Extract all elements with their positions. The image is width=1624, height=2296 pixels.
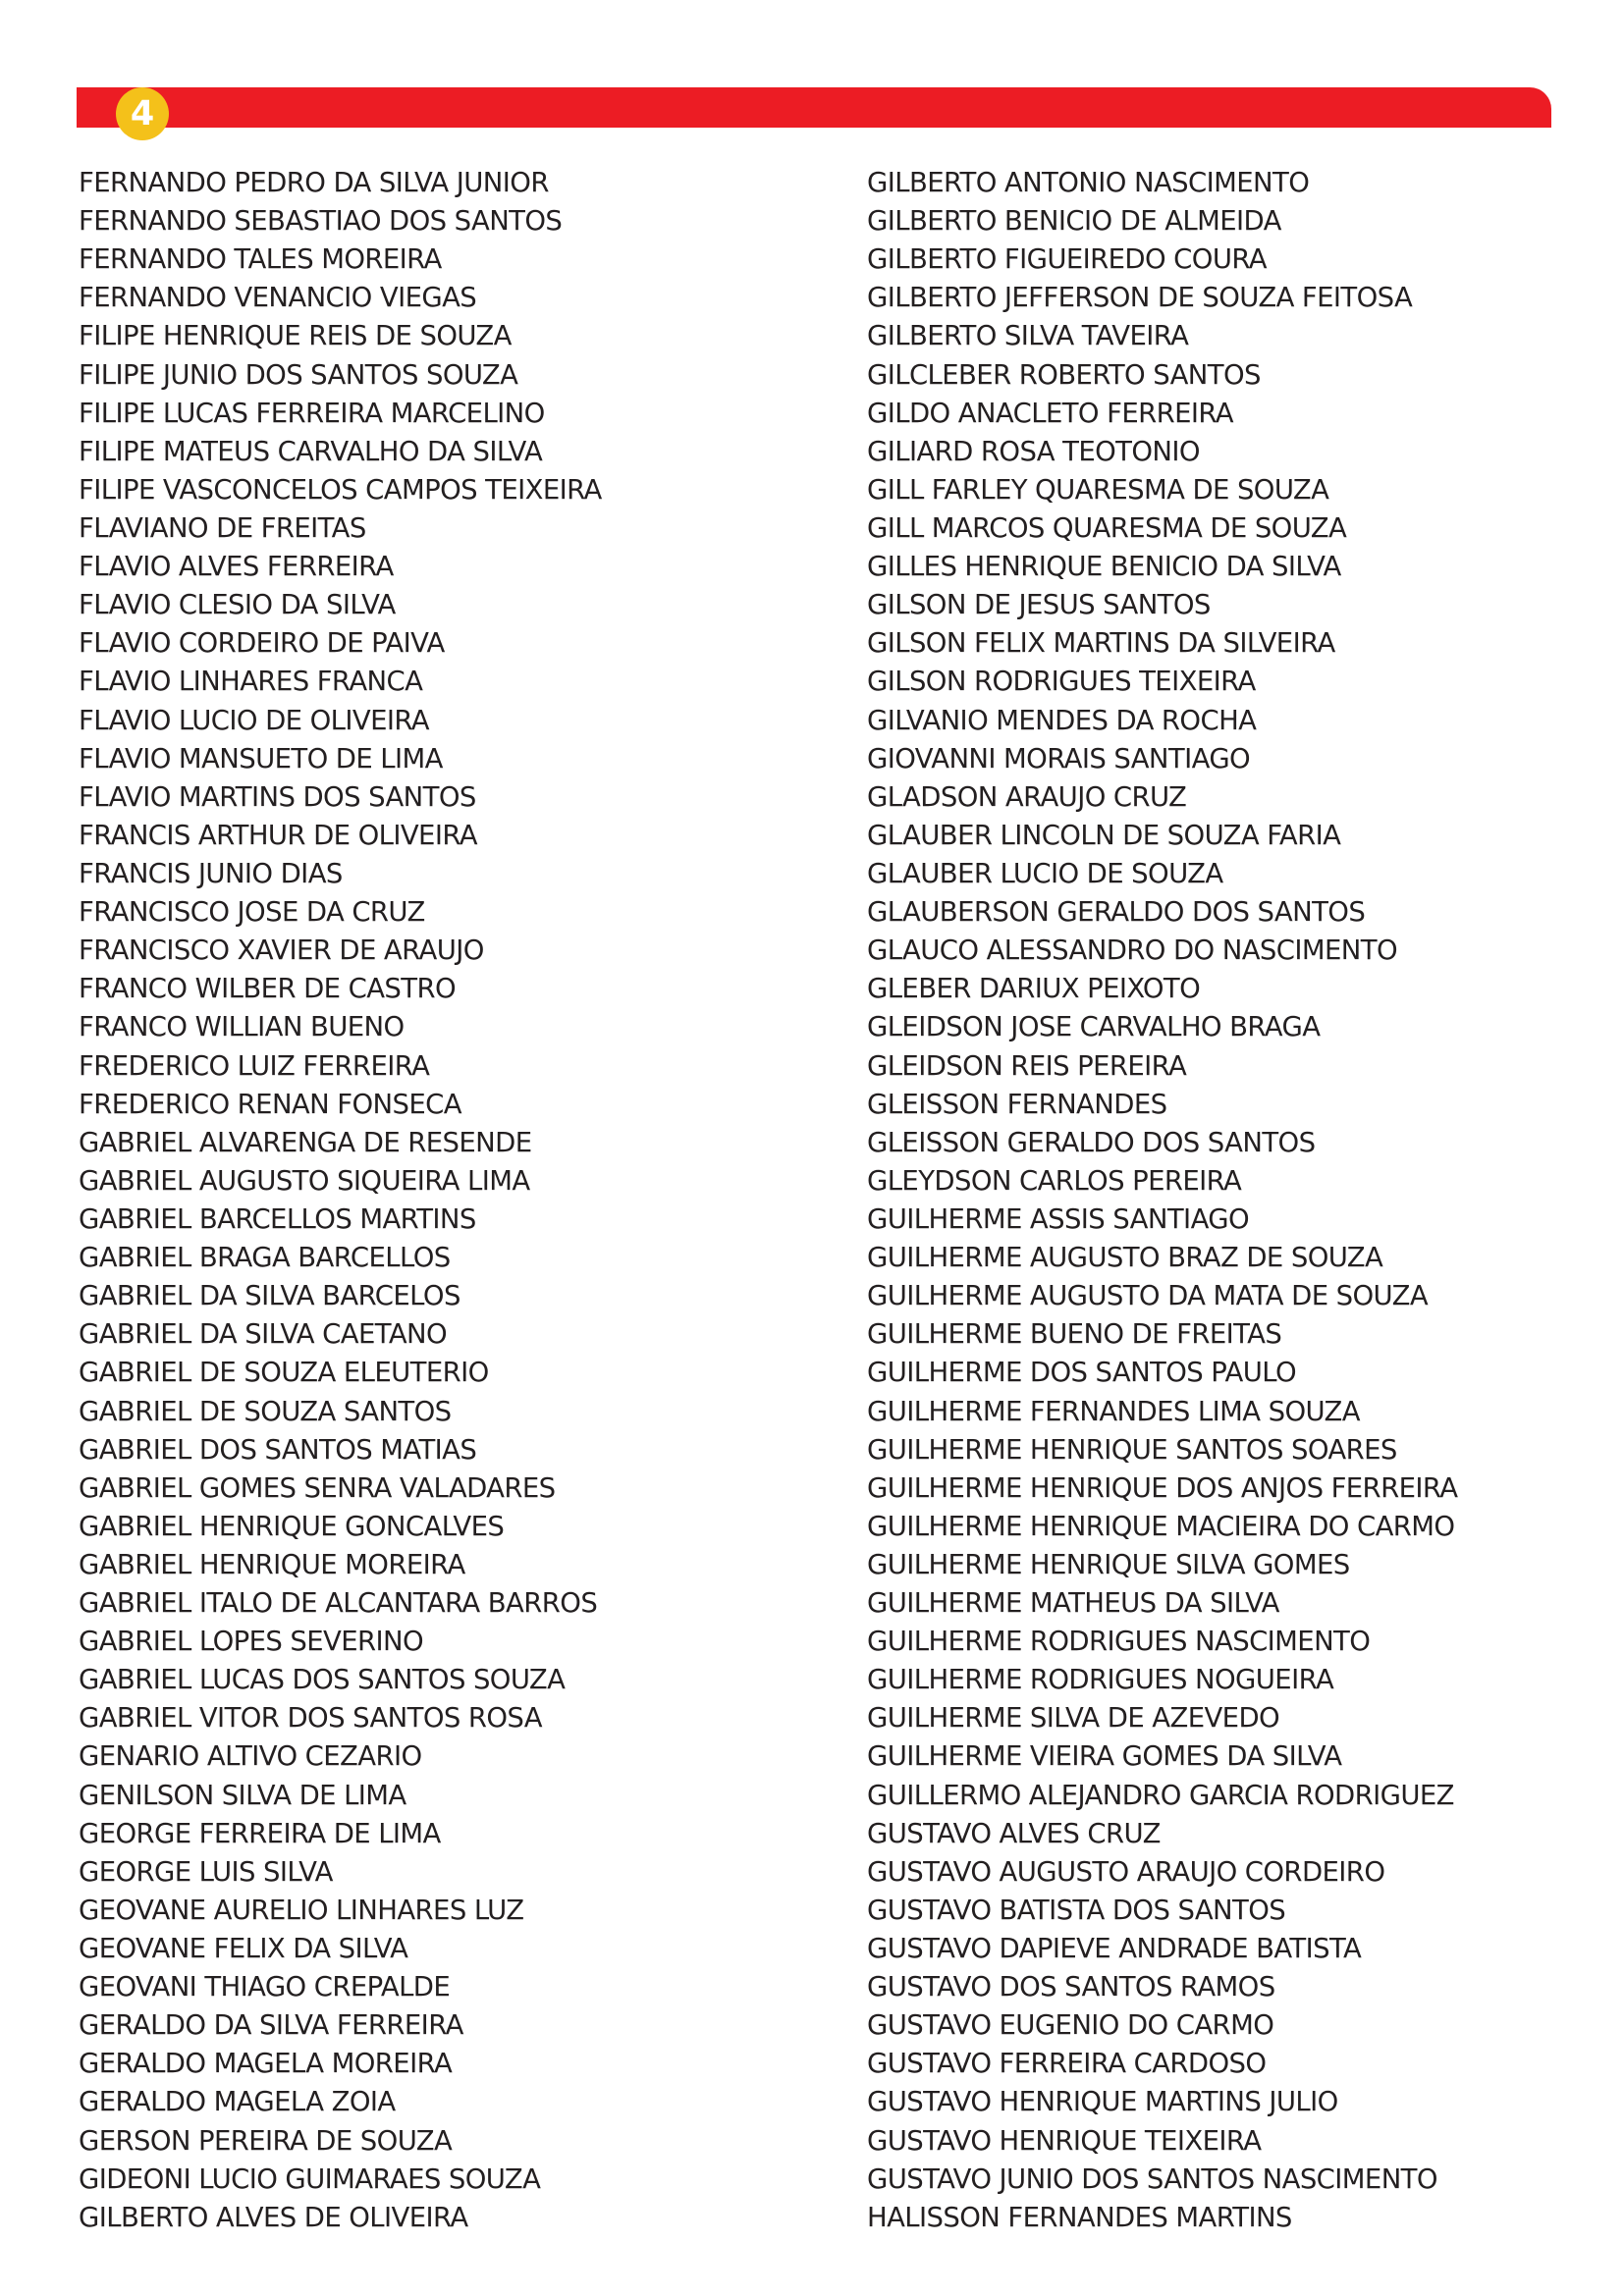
name-entry: GIDEONI LUCIO GUIMARAES SOUZA <box>79 2163 541 2195</box>
name-entry: GEOVANE AURELIO LINHARES LUZ <box>79 1894 524 1926</box>
name-entry: GUILHERME VIEIRA GOMES DA SILVA <box>867 1740 1342 1773</box>
name-entry: GABRIEL DE SOUZA SANTOS <box>79 1395 452 1427</box>
name-entry: GUSTAVO JUNIO DOS SANTOS NASCIMENTO <box>867 2163 1437 2195</box>
name-entry: GUSTAVO HENRIQUE MARTINS JULIO <box>867 2086 1338 2118</box>
name-entry: GERALDO DA SILVA FERREIRA <box>79 2009 463 2042</box>
name-entry: FRANCIS ARTHUR DE OLIVEIRA <box>79 819 477 851</box>
name-entry: GENARIO ALTIVO CEZARIO <box>79 1740 422 1773</box>
name-entry: GUILHERME DOS SANTOS PAULO <box>867 1357 1297 1389</box>
name-entry: GABRIEL DE SOUZA ELEUTERIO <box>79 1357 489 1389</box>
name-entry: FERNANDO VENANCIO VIEGAS <box>79 282 477 314</box>
name-entry: GABRIEL DA SILVA CAETANO <box>79 1318 448 1351</box>
name-entry: GUILHERME RODRIGUES NOGUEIRA <box>867 1664 1334 1696</box>
name-entry: GILLES HENRIQUE BENICIO DA SILVA <box>867 551 1341 583</box>
name-entry: GABRIEL ALVARENGA DE RESENDE <box>79 1126 532 1158</box>
name-entry: FILIPE MATEUS CARVALHO DA SILVA <box>79 435 543 467</box>
name-entry: FILIPE LUCAS FERREIRA MARCELINO <box>79 397 545 429</box>
name-entry: GEORGE FERREIRA DE LIMA <box>79 1817 441 1849</box>
name-entry: FILIPE JUNIO DOS SANTOS SOUZA <box>79 358 518 391</box>
name-entry: GABRIEL GOMES SENRA VALADARES <box>79 1471 556 1504</box>
name-entry: GUILHERME FERNANDES LIMA SOUZA <box>867 1395 1360 1427</box>
name-entry: FREDERICO LUIZ FERREIRA <box>79 1049 430 1082</box>
name-entry: GUILHERME HENRIQUE SANTOS SOARES <box>867 1433 1397 1466</box>
name-entry: FLAVIO LINHARES FRANCA <box>79 666 423 698</box>
name-entry: GILBERTO SILVA TAVEIRA <box>867 320 1189 352</box>
name-entry: GILSON RODRIGUES TEIXEIRA <box>867 666 1256 698</box>
name-entry: FLAVIO ALVES FERREIRA <box>79 551 394 583</box>
name-entry: GLAUBERSON GERALDO DOS SANTOS <box>867 896 1366 929</box>
name-entry: FRANCISCO JOSE DA CRUZ <box>79 896 425 929</box>
name-entry: GIOVANNI MORAIS SANTIAGO <box>867 742 1251 774</box>
name-entry: GILSON DE JESUS SANTOS <box>867 589 1211 621</box>
name-entry: FRANCO WILLIAN BUENO <box>79 1011 405 1043</box>
name-entry: GUILHERME SILVA DE AZEVEDO <box>867 1702 1280 1735</box>
name-entry: GUILHERME HENRIQUE MACIEIRA DO CARMO <box>867 1510 1455 1542</box>
name-entry: GUILHERME HENRIQUE SILVA GOMES <box>867 1548 1350 1580</box>
name-entry: GLAUBER LUCIO DE SOUZA <box>867 857 1223 889</box>
name-entry: FILIPE HENRIQUE REIS DE SOUZA <box>79 320 512 352</box>
name-entry: FERNANDO TALES MOREIRA <box>79 243 442 276</box>
name-entry: FERNANDO PEDRO DA SILVA JUNIOR <box>79 167 549 198</box>
name-entry: FLAVIO CORDEIRO DE PAIVA <box>79 627 445 660</box>
header-bar <box>77 87 1551 128</box>
name-entry: FRANCISCO XAVIER DE ARAUJO <box>79 934 484 967</box>
name-entry: FRANCIS JUNIO DIAS <box>79 857 343 889</box>
name-entry: GILBERTO ALVES DE OLIVEIRA <box>79 2201 468 2233</box>
page-number: 4 <box>130 93 155 133</box>
page-number-badge <box>116 87 169 140</box>
name-entry: FLAVIO MARTINS DOS SANTOS <box>79 780 476 813</box>
name-entry: GUILHERME BUENO DE FREITAS <box>867 1318 1282 1351</box>
name-entry: GILBERTO JEFFERSON DE SOUZA FEITOSA <box>867 282 1413 314</box>
name-entry: FLAVIO LUCIO DE OLIVEIRA <box>79 704 429 736</box>
name-entry: GILL FARLEY QUARESMA DE SOUZA <box>867 473 1329 506</box>
name-entry: GLEISSON FERNANDES <box>867 1088 1167 1120</box>
names-column-right <box>867 164 1574 2237</box>
name-entry: GILCLEBER ROBERTO SANTOS <box>867 358 1261 391</box>
name-entry: GILVANIO MENDES DA ROCHA <box>867 704 1257 736</box>
name-entry: GEOVANI THIAGO CREPALDE <box>79 1971 451 2003</box>
name-entry: GLEBER DARIUX PEIXOTO <box>867 973 1201 1005</box>
name-entry: GUILLERMO ALEJANDRO GARCIA RODRIGUEZ <box>867 1779 1454 1811</box>
name-entry: FRANCO WILBER DE CASTRO <box>79 973 457 1005</box>
name-entry: GILL MARCOS QUARESMA DE SOUZA <box>867 511 1347 544</box>
name-entry: GILIARD ROSA TEOTONIO <box>867 435 1200 467</box>
name-entry: GILBERTO FIGUEIREDO COURA <box>867 243 1267 276</box>
name-entry: GUSTAVO DAPIEVE ANDRADE BATISTA <box>867 1933 1362 1965</box>
name-entry: GUILHERME AUGUSTO DA MATA DE SOUZA <box>867 1280 1429 1312</box>
name-entry: GUILHERME AUGUSTO BRAZ DE SOUZA <box>867 1242 1383 1274</box>
name-entry: GUSTAVO EUGENIO DO CARMO <box>867 2009 1274 2042</box>
names-column-left <box>79 164 825 2237</box>
name-entry: GUILHERME RODRIGUES NASCIMENTO <box>867 1626 1371 1658</box>
name-entry: FLAVIO CLESIO DA SILVA <box>79 589 396 621</box>
name-entry: GEORGE LUIS SILVA <box>79 1855 333 1888</box>
name-entry: GLAUCO ALESSANDRO DO NASCIMENTO <box>867 934 1398 967</box>
name-entry: GLEIDSON REIS PEREIRA <box>867 1049 1187 1082</box>
name-entry: GLAUBER LINCOLN DE SOUZA FARIA <box>867 819 1341 851</box>
name-entry: GUSTAVO DOS SANTOS RAMOS <box>867 1971 1275 2003</box>
name-entry: GILBERTO ANTONIO NASCIMENTO <box>867 167 1310 198</box>
name-entry: GILBERTO BENICIO DE ALMEIDA <box>867 205 1281 238</box>
name-entry: GABRIEL AUGUSTO SIQUEIRA LIMA <box>79 1164 530 1197</box>
name-entry: GABRIEL DOS SANTOS MATIAS <box>79 1433 477 1466</box>
name-entry: GUILHERME MATHEUS DA SILVA <box>867 1587 1279 1620</box>
name-entry: GABRIEL HENRIQUE GONCALVES <box>79 1510 505 1542</box>
name-entry: GLEIDSON JOSE CARVALHO BRAGA <box>867 1011 1321 1043</box>
name-entry: GABRIEL HENRIQUE MOREIRA <box>79 1548 465 1580</box>
name-entry: FERNANDO SEBASTIAO DOS SANTOS <box>79 205 563 238</box>
name-entry: FREDERICO RENAN FONSECA <box>79 1088 461 1120</box>
name-entry: GABRIEL LOPES SEVERINO <box>79 1626 424 1658</box>
name-entry: FILIPE VASCONCELOS CAMPOS TEIXEIRA <box>79 473 602 506</box>
name-entry: GUSTAVO FERREIRA CARDOSO <box>867 2048 1267 2080</box>
name-entry: GABRIEL DA SILVA BARCELOS <box>79 1280 460 1312</box>
name-entry: GEOVANE FELIX DA SILVA <box>79 1933 408 1965</box>
name-entry: GILDO ANACLETO FERREIRA <box>867 397 1233 429</box>
name-entry: GUSTAVO HENRIQUE TEIXEIRA <box>867 2124 1262 2157</box>
name-entry: FLAVIO MANSUETO DE LIMA <box>79 742 443 774</box>
name-entry: FLAVIANO DE FREITAS <box>79 511 366 544</box>
name-entry: GERSON PEREIRA DE SOUZA <box>79 2124 453 2157</box>
name-entry: GLEYDSON CARLOS PEREIRA <box>867 1164 1242 1197</box>
name-entry: GILSON FELIX MARTINS DA SILVEIRA <box>867 627 1335 660</box>
name-entry: GENILSON SILVA DE LIMA <box>79 1779 406 1811</box>
name-entry: GUILHERME ASSIS SANTIAGO <box>867 1202 1250 1235</box>
name-entry: GUILHERME HENRIQUE DOS ANJOS FERREIRA <box>867 1471 1458 1504</box>
name-entry: GLEISSON GERALDO DOS SANTOS <box>867 1126 1316 1158</box>
name-entry: GABRIEL BARCELLOS MARTINS <box>79 1202 476 1235</box>
name-entry: GABRIEL VITOR DOS SANTOS ROSA <box>79 1702 543 1735</box>
name-entry: GLADSON ARAUJO CRUZ <box>867 780 1187 813</box>
name-entry: GUSTAVO ALVES CRUZ <box>867 1817 1161 1849</box>
name-entry: GUSTAVO BATISTA DOS SANTOS <box>867 1894 1286 1926</box>
name-entry: GERALDO MAGELA MOREIRA <box>79 2048 453 2080</box>
name-entry: GERALDO MAGELA ZOIA <box>79 2086 396 2118</box>
name-entry: GABRIEL BRAGA BARCELLOS <box>79 1242 451 1274</box>
name-entry: GABRIEL ITALO DE ALCANTARA BARROS <box>79 1587 598 1620</box>
name-entry: GUSTAVO AUGUSTO ARAUJO CORDEIRO <box>867 1855 1385 1888</box>
name-entry: HALISSON FERNANDES MARTINS <box>867 2201 1292 2233</box>
name-entry: GABRIEL LUCAS DOS SANTOS SOUZA <box>79 1664 566 1696</box>
